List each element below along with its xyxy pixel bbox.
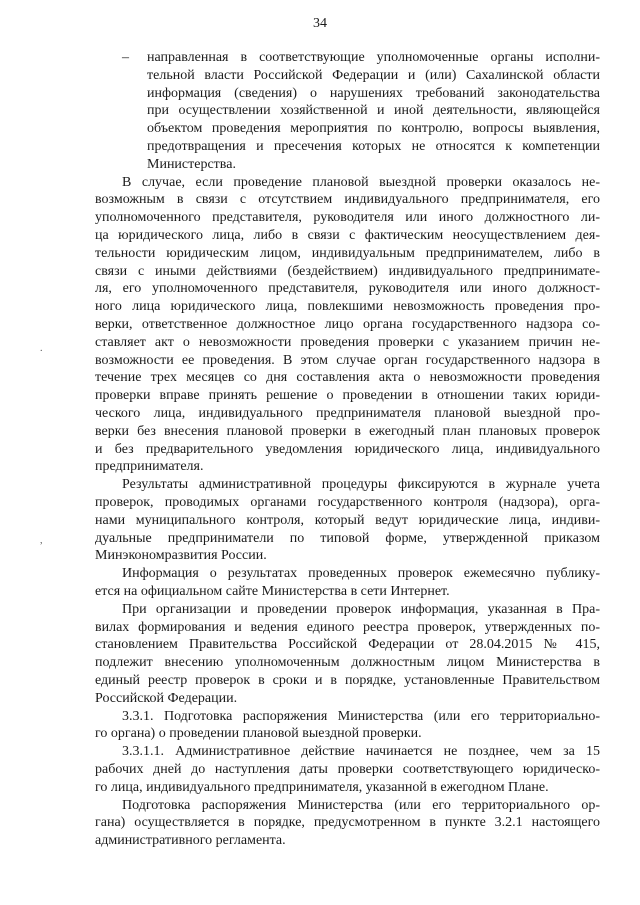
bullet-dash: – [122, 50, 129, 65]
text-line: единый реестр проверок в сроки и в порядке, установленные Правительством [95, 673, 600, 688]
text-line: при осуществлении хозяйственной и иной деятельности, являющейся [147, 103, 600, 119]
text-line: ного лица юридического лица, повлекшими невозможность проведения про- [95, 299, 600, 315]
page-number: 34 [313, 16, 327, 31]
text-line: ля, его уполномоченного представителя, руководителя или иного должност- [95, 281, 600, 297]
text-line: вилах формирования и ведения единого реестра проверок, утвержденных по- [95, 619, 600, 635]
text-line: гана) осуществляется в порядке, предусмотренном в пункте 3.2.1 настоящего [95, 815, 600, 831]
text-line: ца юридического лица, либо в связи с фактическим неосуществлением дея- [95, 228, 600, 243]
text-line: объектом проведения мероприятия по контролю, вопросы выявления, [147, 121, 600, 137]
text-line: го лица, индивидуального предпринимателя, указанной в ежегодном Плане. [95, 779, 549, 795]
text-line: тельности юридическим лицом, индивидуальным предпринимателем, либо в [95, 245, 600, 261]
text-line: предотвращения и пресечения которых не относятся к компетенции [147, 139, 600, 154]
text-line: Результаты административной процедуры фиксируются в журнале учета [122, 477, 600, 493]
text-line: административного регламента. [95, 833, 286, 849]
text-line: подлежит внесению уполномоченным должностным лицом Министерства в [95, 655, 600, 671]
text-line: 3.3.1. Подготовка распоряжения Министерства (или его территориально- [122, 708, 600, 724]
text-line: и без предварительного уведомления юридического лица, индивидуального [95, 441, 600, 457]
text-line: уполномоченного представителя, руководителя или иного должностного ли- [95, 210, 600, 226]
text-line: В случае, если проведение плановой выездной проверки оказалось не- [122, 174, 600, 190]
text-line: проверки вправе принять решение о проведении в отношении таких юриди- [95, 388, 600, 404]
text-line: направленная в соответствующие уполномоченные органы исполни- [147, 50, 600, 65]
text-line: дуальные предприниматели по типовой форме, утвержденной приказом [95, 530, 600, 546]
text-line: Подготовка распоряжения Министерства (или его территориального ор- [122, 797, 600, 813]
text-line: верки, ответственное должностное лицо органа государственного надзора со- [95, 317, 600, 332]
text-line: Минэкономразвития России. [95, 548, 267, 564]
text-line: проверок, проводимых органами государственного контроля (надзора), орга- [95, 495, 600, 510]
text-line: возможности ее проведения. В этом случае орган государственного надзора в [95, 352, 600, 368]
text-line: ставляет акт о невозможности проведения проверки с указанием причин не- [95, 334, 600, 350]
text-line: рабочих дней до наступления даты проверки соответствующего юридическо- [95, 762, 600, 777]
text-line: Министерства. [147, 156, 236, 172]
text-line: связи с иными действиями (бездействием) индивидуального предпринимате- [95, 263, 600, 279]
text-line: Российской Федерации. [95, 690, 238, 706]
text-line: течение трех месяцев со дня составления акта о невозможности проведения [95, 370, 600, 386]
text-line: предпринимателя. [95, 459, 204, 475]
text-line: становлением Правительства Российской Федерации от 28.04.2015 № 415, [95, 637, 600, 653]
margin-mark: , [40, 535, 43, 546]
text-line: ется на официальном сайте Министерства в сети Интернет. [95, 584, 450, 599]
text-line: тельной власти Российской Федерации и (или) Сахалинской области [147, 67, 600, 83]
text-line: информация (сведения) о нарушениях требований законодательства [147, 85, 600, 101]
text-line: 3.3.1.1. Административное действие начинается не позднее, чем за 15 [122, 744, 600, 760]
text-line: нами муниципального контроля, который ведут юридические лица, индиви- [95, 512, 600, 528]
text-line: возможным в связи с отсутствием индивидуального предпринимателя, его [95, 192, 600, 208]
text-line: го органа) о проведении плановой выездной проверки. [95, 726, 422, 742]
margin-mark: . [40, 343, 43, 354]
text-line: верки без внесения плановой проверки в ежегодный план плановых проверок [95, 423, 600, 439]
text-line: При организации и проведении проверок информация, указанная в Пра- [122, 601, 600, 617]
text-line: Информация о результатах проведенных проверок ежемесячно публику- [122, 566, 600, 582]
text-line: ческого лица, индивидуального предпринимателя плановой выездной про- [95, 406, 600, 421]
